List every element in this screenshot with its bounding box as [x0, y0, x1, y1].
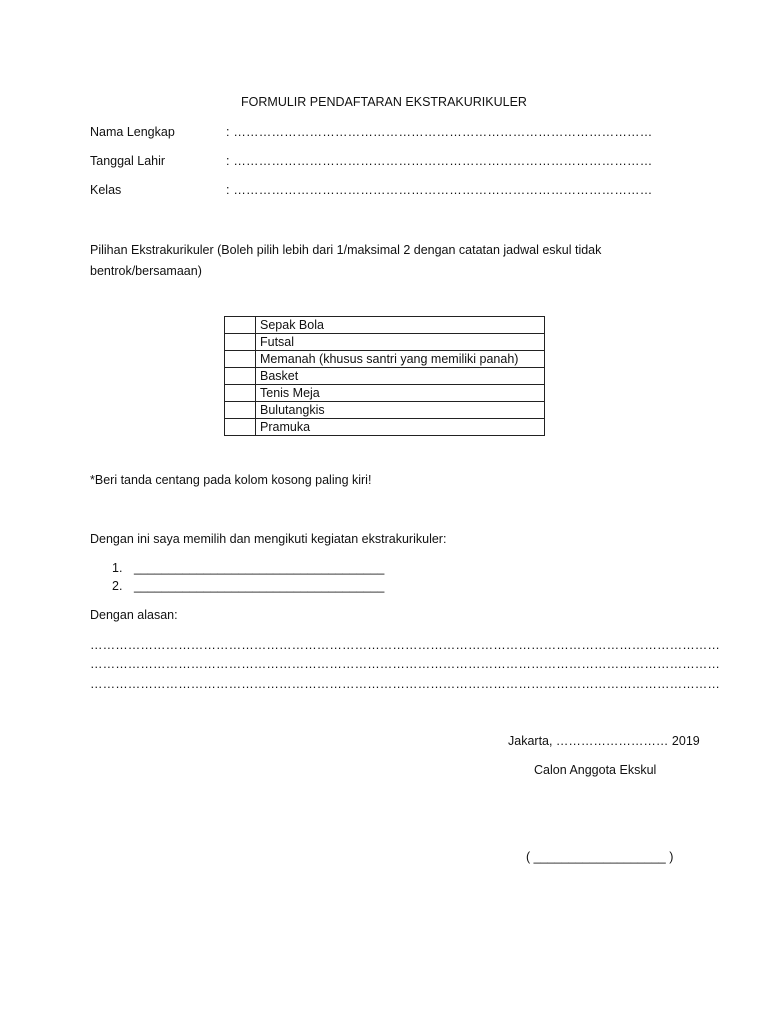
option-label: Basket: [256, 368, 545, 385]
checkbox-cell[interactable]: [225, 368, 256, 385]
note-text: *Beri tanda centang pada kolom kosong paling kiri!: [90, 473, 372, 487]
option-label: Bulutangkis: [256, 402, 545, 419]
checkbox-cell[interactable]: [225, 419, 256, 436]
reason-line-3[interactable]: ……………………………………………………………………………………………………………………………………: [90, 677, 720, 691]
statement-text: Dengan ini saya memilih dan mengikuti kegiatan ekstrakurikuler:: [90, 532, 447, 546]
form-title: FORMULIR PENDAFTARAN EKSTRAKURIKULER: [241, 95, 527, 109]
option-label: Memanah (khusus santri yang memiliki panah): [256, 351, 545, 368]
table-row: [225, 385, 545, 402]
choice-number-2: 2.: [112, 579, 123, 593]
table-row: [225, 334, 545, 351]
option-label: Tenis Meja: [256, 385, 545, 402]
option-label: Pramuka: [256, 419, 545, 436]
field-value-kelas: : ………………………………………………………………………………………: [226, 183, 653, 197]
field-label-kelas: Kelas: [90, 183, 122, 197]
table-row: [225, 351, 545, 368]
checkbox-cell[interactable]: [225, 351, 256, 368]
table-row: [225, 368, 545, 385]
signature-line[interactable]: ( ___________________ ): [526, 850, 674, 864]
ekskul-options-table: [224, 316, 545, 436]
table-row: [225, 419, 545, 436]
checkbox-cell[interactable]: [225, 385, 256, 402]
checkbox-cell[interactable]: [225, 317, 256, 334]
choice-number-1: 1.: [112, 561, 123, 575]
signer-title: Calon Anggota Ekskul: [534, 763, 657, 777]
choice-blank-1[interactable]: ____________________________________: [134, 561, 385, 575]
instruction-paragraph: Pilihan Ekstrakurikuler (Boleh pilih lebih dari 1/maksimal 2 dengan catatan jadwal eskul tidak bentrok/bersamaan): [90, 243, 602, 278]
field-label-tanggal-lahir: Tanggal Lahir: [90, 154, 166, 168]
reason-line-2[interactable]: ……………………………………………………………………………………………………………………………………: [90, 657, 720, 671]
option-label: Sepak Bola: [256, 317, 545, 334]
field-value-tanggal-lahir: : ………………………………………………………………………………………: [226, 154, 653, 168]
place-date: Jakarta, ……………………… 2019: [508, 734, 700, 748]
table-row: [225, 402, 545, 419]
checkbox-cell[interactable]: [225, 402, 256, 419]
field-label-nama: Nama Lengkap: [90, 125, 175, 139]
choice-blank-2[interactable]: ____________________________________: [134, 579, 385, 593]
option-label: Futsal: [256, 334, 545, 351]
table-row: [225, 317, 545, 334]
field-value-nama: : ………………………………………………………………………………………: [226, 125, 653, 139]
checkbox-cell[interactable]: [225, 334, 256, 351]
reason-line-1[interactable]: ……………………………………………………………………………………………………………………………………: [90, 638, 720, 652]
reason-label: Dengan alasan:: [90, 608, 178, 622]
